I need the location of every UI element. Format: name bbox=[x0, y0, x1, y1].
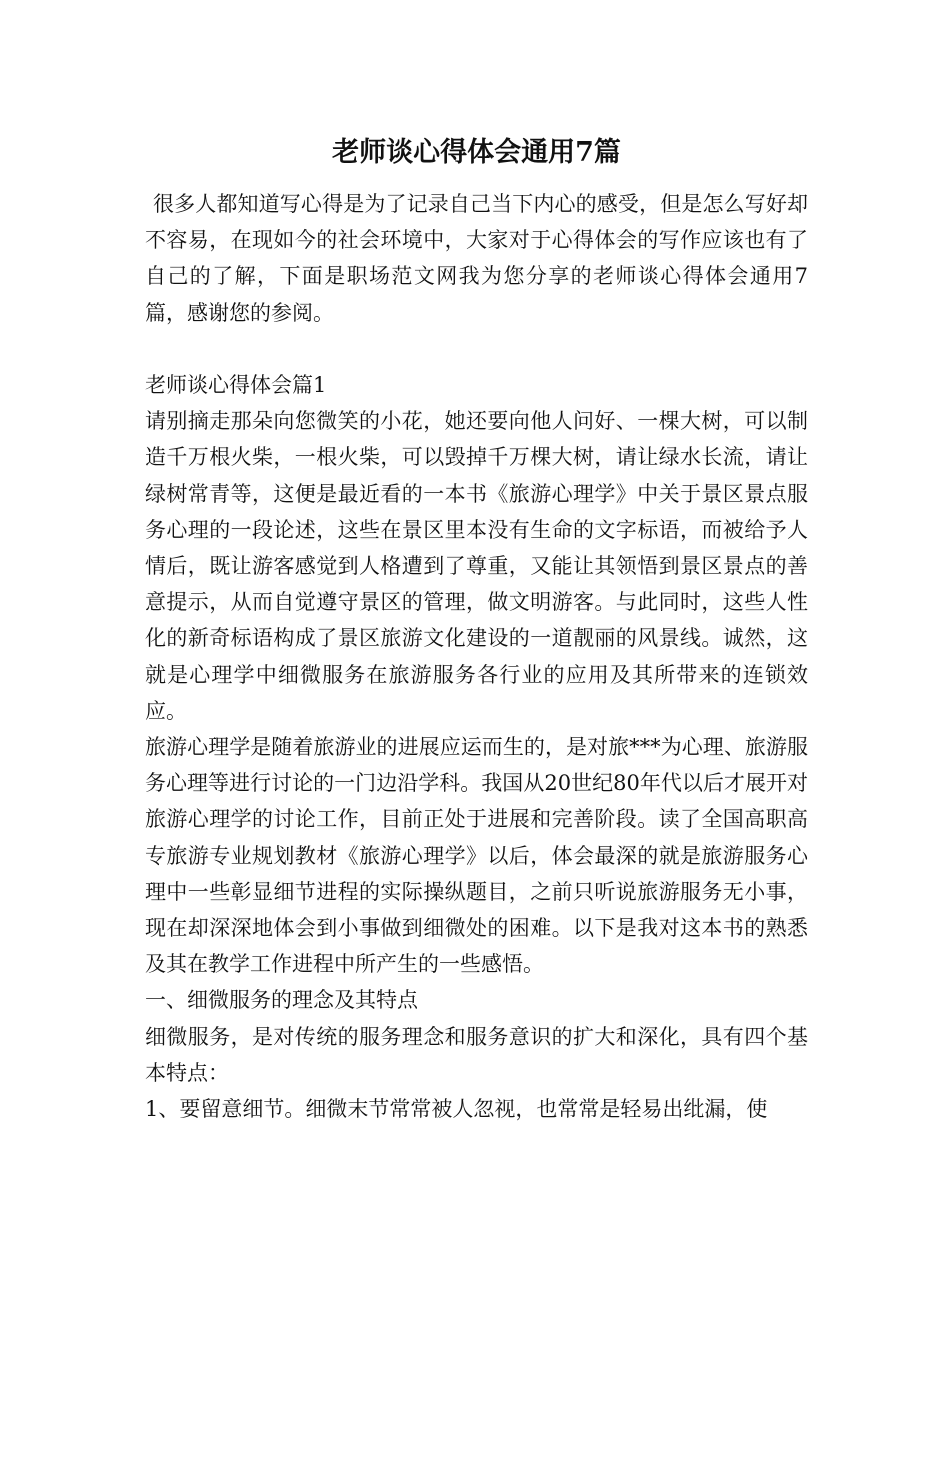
document-title: 老师谈心得体会通用7篇 bbox=[332, 137, 621, 168]
document-body bbox=[145, 186, 808, 1127]
document-page bbox=[0, 133, 950, 1477]
intro-paragraph: 很多人都知道写心得是为了记录自己当下内心的感受，但是怎么写好却不容易，在现如今的社会环境中，大家对于心得体会的写作应该也有了自己的了解，下面是职场范文网我为您分享的老师谈心得体会通用7篇，感谢您的参阅。 bbox=[145, 192, 808, 325]
body-paragraph: 请别摘走那朵向您微笑的小花，她还要向他人问好、一棵大树，可以制造千万根火柴，一根火柴，可以毁掉千万棵大树，请让绿水长流，请让绿树常青等，这便是最近看的一本书《旅游心理学》中关于景区景点服务心理的一段论述，这些在景区里本没有生命的文字标语，而被给予人情后，既让游客感觉到人格遭到了尊重，又能让其领悟到景区景点的善意提示，从而自觉遵守景区的管理，做文明游客。与此同时，这些人性化的新奇标语构成了景区旅游文化建设的一道靓丽的风景线。诚然，这就是心理学中细微服务在旅游服务各行业的应用及其所带来的连锁效应。 bbox=[145, 409, 808, 723]
section-heading: 老师谈心得体会篇1 bbox=[145, 373, 327, 397]
body-paragraph: 1、要留意细节。细微末节常常被人忽视，也常常是轻易出纰漏，使 bbox=[145, 1097, 768, 1122]
blank-line bbox=[145, 331, 808, 367]
subsection-heading: 一、细微服务的理念及其特点 bbox=[145, 988, 418, 1013]
body-paragraph: 旅游心理学是随着旅游业的进展应运而生的，是对旅***为心理、旅游服务心理等进行讨论的一门边沿学科。我国从20世纪80年代以后才展开对旅游心理学的讨论工作，目前正处于进展和完善阶段。读了全国高职高专旅游专业规划教材《旅游心理学》以后，体会最深的就是旅游服务心理中一些彰显细节进程的实际操纵题目，之前只听说旅游服务无小事，现在却深深地体会到小事做到细微处的困难。以下是我对这本书的熟悉及其在教学工作进程中所产生的一些感悟。 bbox=[145, 735, 808, 977]
body-paragraph: 细微服务，是对传统的服务理念和服务意识的扩大和深化，具有四个基本特点： bbox=[145, 1024, 808, 1085]
